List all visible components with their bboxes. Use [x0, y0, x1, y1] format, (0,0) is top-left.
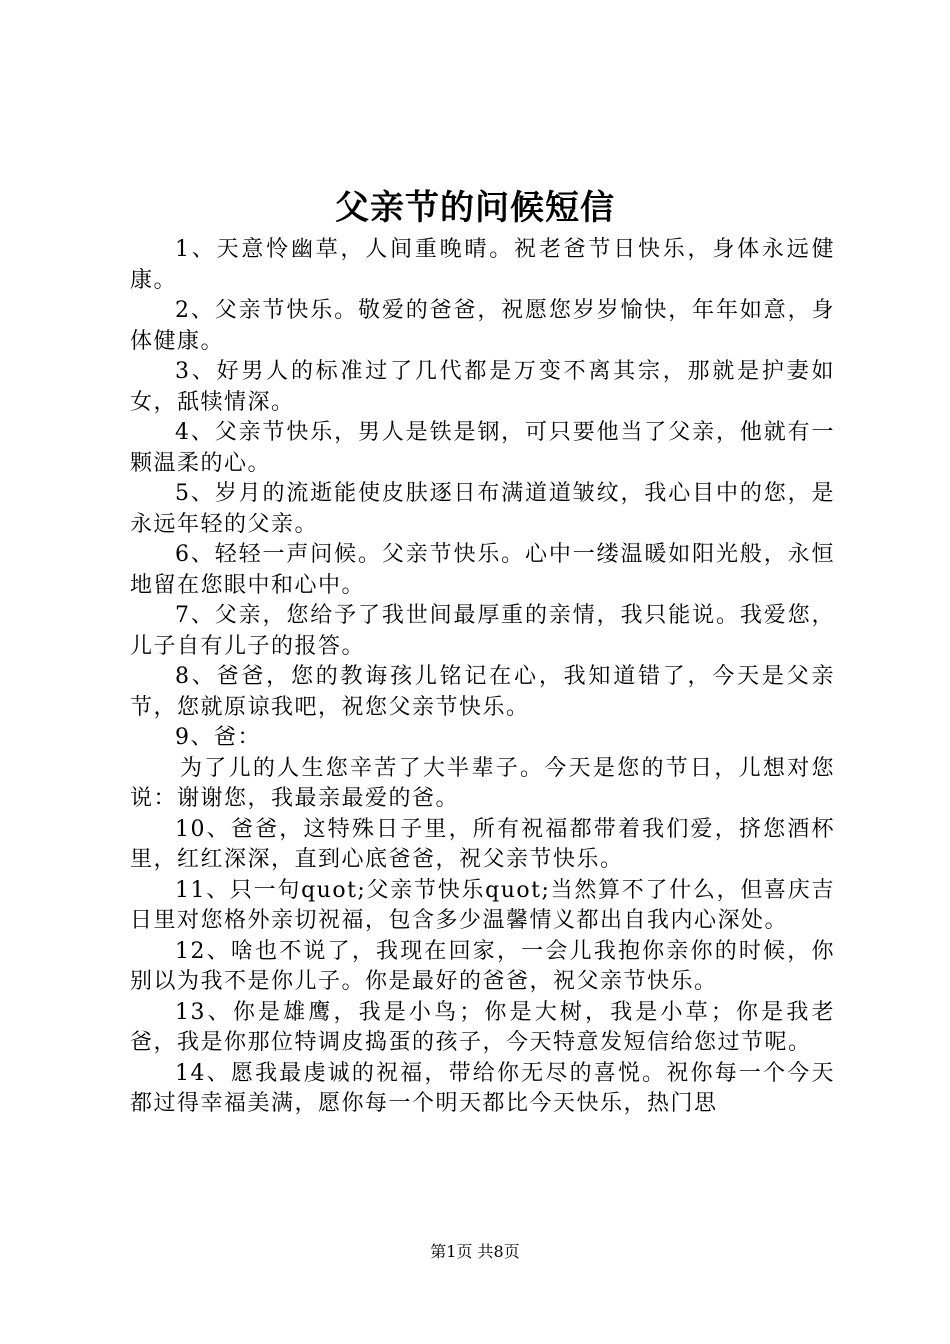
paragraph: 12、啥也不说了，我现在回家，一会儿我抱你亲你的时候，你别以为我不是你儿子。你是最好的爸爸，祝父亲节快乐。 — [130, 938, 835, 994]
paragraph: 9、爸： — [175, 725, 261, 750]
page-title: 父亲节的问候短信 — [335, 188, 615, 228]
paragraph: 13、你是雄鹰，我是小鸟；你是大树，我是小草；你是我老爸，我是你那位特调皮捣蛋的孩子，今天特意发短信给您过节呢。 — [130, 999, 835, 1055]
paragraph: 8、爸爸，您的教诲孩儿铭记在心，我知道错了，今天是父亲节，您就原谅我吧，祝您父亲节快乐。 — [130, 664, 835, 720]
paragraph: 14、愿我最虔诚的祝福，带给你无尽的喜悦。祝你每一个今天都过得幸福美满，愿你每一个明天都比今天快乐，热门思 — [130, 1060, 835, 1116]
paragraph: 6、轻轻一声问候。父亲节快乐。心中一缕温暖如阳光般，永恒地留在您眼中和心中。 — [130, 542, 835, 598]
page-footer: 第1页 共8页 — [430, 1242, 520, 1261]
paragraph: 5、岁月的流逝能使皮肤逐日布满道道皱纹，我心目中的您，是永远年轻的父亲。 — [130, 481, 835, 537]
paragraph: 11、只一句quot;父亲节快乐quot;当然算不了什么，但喜庆吉日里对您格外亲切祝福，包含多少温馨情义都出自我内心深处。 — [130, 877, 835, 933]
paragraph: 4、父亲节快乐，男人是铁是钢，可只要他当了父亲，他就有一颗温柔的心。 — [130, 420, 835, 476]
document-body — [130, 235, 835, 1120]
paragraph: 3、好男人的标准过了几代都是万变不离其宗，那就是护妻如女，舐犊情深。 — [130, 359, 835, 415]
paragraph: 2、父亲节快乐。敬爱的爸爸，祝愿您岁岁愉快，年年如意，身体健康。 — [130, 298, 835, 354]
paragraph: 7、父亲，您给予了我世间最厚重的亲情，我只能说。我爱您，儿子自有儿子的报答。 — [130, 603, 835, 659]
paragraph: 10、爸爸，这特殊日子里，所有祝福都带着我们爱，挤您酒杯里，红红深深，直到心底爸爸，祝父亲节快乐。 — [130, 816, 835, 872]
paragraph: 1、天意怜幽草，人间重晚晴。祝老爸节日快乐，身体永远健康。 — [130, 237, 835, 293]
paragraph: 为了儿的人生您辛苦了大半辈子。今天是您的节日，儿想对您说：谢谢您，我最亲最爱的爸。 — [130, 755, 835, 811]
